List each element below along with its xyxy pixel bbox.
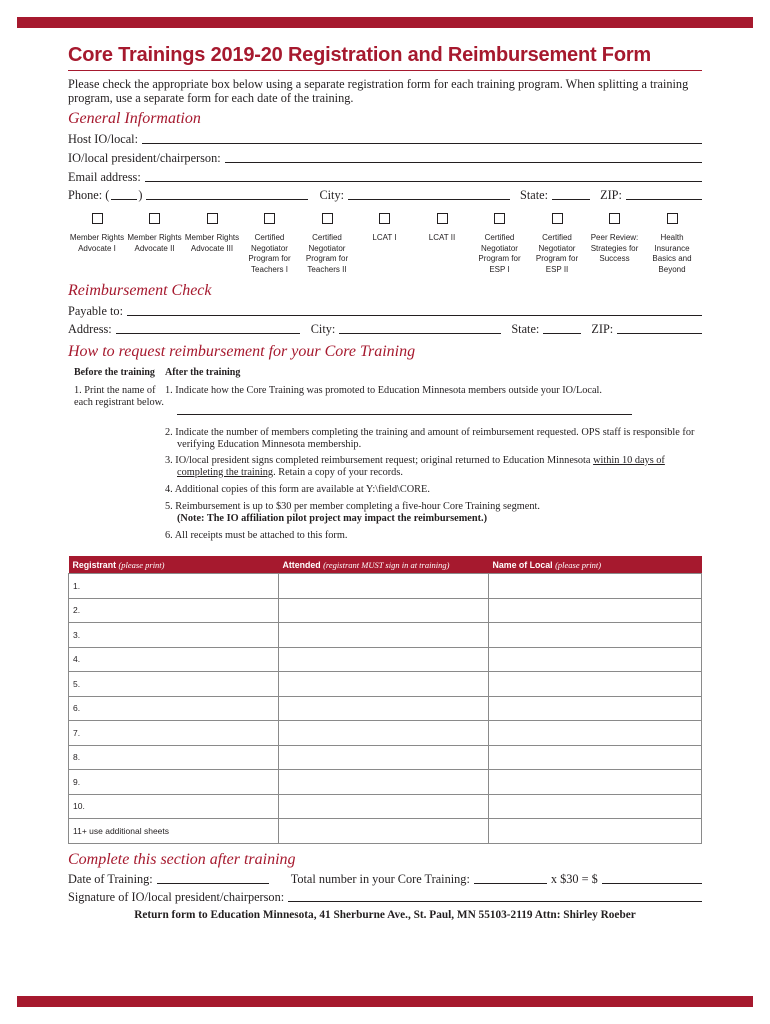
state-line[interactable] <box>552 198 590 200</box>
attended-cell[interactable] <box>279 721 489 746</box>
program-label: Certified Negotiator Program for Teachers I <box>248 233 291 274</box>
table-header <box>69 556 702 574</box>
reimbursement-heading: Reimbursement Check <box>68 282 212 299</box>
city-line[interactable] <box>348 198 510 200</box>
address-label: Address: <box>68 322 112 336</box>
table-row <box>69 745 702 770</box>
total-line[interactable] <box>474 882 547 884</box>
before-training-heading: Before the training <box>74 367 155 378</box>
step-3-deadline-cont: completing the training <box>177 466 274 478</box>
table-row <box>69 794 702 819</box>
registrant-cell[interactable]: 3. <box>69 623 279 648</box>
email-line[interactable] <box>145 180 702 182</box>
table-row <box>69 647 702 672</box>
checkbox[interactable] <box>322 213 333 224</box>
checkbox[interactable] <box>207 213 218 224</box>
step-3-text: 3. IO/local president signs completed reimbursement request; original returned to Education Minnesota <box>165 455 591 466</box>
address-row <box>68 321 702 337</box>
registrant-cell[interactable]: 8. <box>69 745 279 770</box>
local-hint: (please print) <box>555 559 602 570</box>
table-row <box>69 672 702 697</box>
program-option[interactable] <box>356 213 414 244</box>
program-label: Member Rights Advocate I <box>69 233 125 253</box>
host-local-field[interactable] <box>68 131 702 147</box>
attended-cell[interactable] <box>279 696 489 721</box>
table-row <box>69 696 702 721</box>
checkbox[interactable] <box>667 213 678 224</box>
program-option[interactable] <box>241 213 299 275</box>
zip-line[interactable] <box>617 332 702 334</box>
step-5-note: (Note: The IO affiliation pilot project may impact the reimbursement.) <box>177 513 488 524</box>
local-cell[interactable] <box>489 721 702 746</box>
program-option[interactable] <box>528 213 586 275</box>
general-info-heading: General Information <box>68 110 201 127</box>
president-field[interactable] <box>68 150 702 166</box>
local-cell[interactable] <box>489 598 702 623</box>
state-label: State: <box>520 188 549 202</box>
program-option[interactable] <box>183 213 241 254</box>
phone-label: Phone: ( <box>68 188 110 202</box>
checkbox[interactable] <box>379 213 390 224</box>
step-6: 6. All receipts must be attached to this form. <box>165 530 348 541</box>
registrant-column-header <box>69 556 279 574</box>
before-training-item: 1. Print the name of each registrant below. <box>74 385 164 408</box>
registrant-cell[interactable]: 1. <box>69 574 279 599</box>
registrant-hint: (please print) <box>118 559 165 570</box>
step-3-deadline: within 10 days of <box>593 455 665 466</box>
signature-field[interactable] <box>68 889 702 905</box>
local-column-header <box>489 556 702 574</box>
step-2: 2. Indicate the number of members completing the training and amount of reimbursement requested. OPS staff is responsible for verifying Education Minnesota membership. <box>165 427 695 450</box>
total-label: Total number in your Core Training: <box>290 872 470 886</box>
registrant-table <box>68 556 702 844</box>
attended-cell[interactable] <box>279 598 489 623</box>
registrant-cell[interactable]: 4. <box>69 647 279 672</box>
phone-area-line[interactable] <box>111 198 137 200</box>
attended-column-header <box>279 556 489 574</box>
program-label: Member Rights Advocate II <box>127 233 182 253</box>
registrant-cell[interactable]: 9. <box>69 770 279 795</box>
table-row <box>69 721 702 746</box>
attended-header: Attended <box>282 559 321 570</box>
program-label: Peer Review: Strategies for Success <box>590 233 639 263</box>
local-cell[interactable] <box>489 745 702 770</box>
city-label: City: <box>310 322 336 336</box>
checkbox[interactable] <box>92 213 103 224</box>
checkbox[interactable] <box>552 213 563 224</box>
attended-cell[interactable] <box>279 745 489 770</box>
host-local-line[interactable] <box>142 142 702 144</box>
step-3 <box>165 455 705 478</box>
attended-hint: (registrant MUST sign in at training) <box>323 559 450 570</box>
attended-cell[interactable] <box>279 794 489 819</box>
state-label: State: <box>511 322 540 336</box>
checkbox[interactable] <box>264 213 275 224</box>
attended-cell[interactable] <box>279 623 489 648</box>
payable-line[interactable] <box>127 314 702 316</box>
local-cell[interactable] <box>489 794 702 819</box>
step-4: 4. Additional copies of this form are available at Y:\field\CORE. <box>165 484 430 495</box>
step-1: 1. Indicate how the Core Training was promoted to Education Minnesota members outside your IO/Local. <box>165 385 602 396</box>
program-option[interactable] <box>298 213 356 275</box>
local-cell[interactable] <box>489 819 702 844</box>
payable-field[interactable] <box>68 303 702 319</box>
checkbox[interactable] <box>609 213 620 224</box>
local-header: Name of Local <box>492 559 553 570</box>
program-option[interactable] <box>413 213 471 244</box>
promotion-answer-line[interactable] <box>177 414 632 415</box>
program-label: Member Rights Advocate III <box>184 233 240 253</box>
date-line[interactable] <box>157 882 269 884</box>
program-label: Health Insurance Basics and Beyond <box>652 233 692 274</box>
phone-close-paren: ) <box>138 188 143 202</box>
table-row <box>69 598 702 623</box>
amount-line[interactable] <box>602 882 702 884</box>
step-3-tail: . Retain a copy of your records. <box>273 466 403 478</box>
attended-cell[interactable] <box>279 819 489 844</box>
after-training-heading: After the training <box>165 367 241 378</box>
signature-line[interactable] <box>288 900 702 902</box>
local-cell[interactable] <box>489 770 702 795</box>
local-cell[interactable] <box>489 647 702 672</box>
program-option[interactable] <box>471 213 529 275</box>
table-row <box>69 770 702 795</box>
city-line[interactable] <box>339 332 501 334</box>
president-line[interactable] <box>225 161 702 163</box>
program-option[interactable] <box>68 213 126 254</box>
attended-cell[interactable] <box>279 672 489 697</box>
zip-label: ZIP: <box>600 188 622 202</box>
program-option[interactable] <box>586 213 644 265</box>
checkbox[interactable] <box>149 213 160 224</box>
return-address: Return form to Education Minnesota, 41 Sherburne Ave., St. Paul, MN 55103-2119 Attn: Shirley Roeber <box>134 909 636 921</box>
local-cell[interactable] <box>489 696 702 721</box>
local-cell[interactable] <box>489 672 702 697</box>
bottom-accent-bar <box>17 996 753 1007</box>
registrant-header: Registrant <box>72 559 117 570</box>
registrant-cell[interactable]: 10. <box>69 794 279 819</box>
program-option[interactable] <box>126 213 184 254</box>
email-label: Email address: <box>68 170 141 184</box>
how-to-heading: How to request reimbursement for your Core Training <box>68 343 416 360</box>
local-cell[interactable] <box>489 574 702 599</box>
signature-label: Signature of IO/local president/chairperson: <box>68 890 285 904</box>
top-accent-bar <box>17 17 753 28</box>
program-label: Certified Negotiator Program for ESP II <box>535 233 579 274</box>
checkbox[interactable] <box>437 213 448 224</box>
intro-text: Please check the appropriate box below using a separate registration form for each training program. When splitting a training program, use a separate form for each date of the training. <box>68 77 689 105</box>
multiplier-label: x $30 = $ <box>550 872 598 886</box>
date-label: Date of Training: <box>68 872 153 886</box>
program-label: Certified Negotiator Program for ESP I <box>478 233 521 274</box>
phone-city-row <box>68 187 702 203</box>
registrant-cell[interactable]: 11+ use additional sheets <box>69 819 279 844</box>
host-local-label: Host IO/local: <box>68 132 139 146</box>
title-divider <box>68 70 702 71</box>
payable-label: Payable to: <box>68 304 123 318</box>
city-label: City: <box>319 188 345 202</box>
table-row <box>69 819 702 844</box>
attended-cell[interactable] <box>279 574 489 599</box>
program-label: LCAT I <box>372 233 397 242</box>
registrant-cell[interactable]: 6. <box>69 696 279 721</box>
attended-cell[interactable] <box>279 647 489 672</box>
table-row <box>69 574 702 599</box>
table-row <box>69 623 702 648</box>
registrant-cell[interactable]: 7. <box>69 721 279 746</box>
email-field[interactable] <box>68 169 702 185</box>
after-training-heading-section: Complete this section after training <box>68 851 296 868</box>
address-line[interactable] <box>116 332 300 334</box>
president-label: IO/local president/chairperson: <box>68 151 221 165</box>
phone-line[interactable] <box>146 198 308 200</box>
registrant-cell[interactable]: 2. <box>69 598 279 623</box>
attended-cell[interactable] <box>279 770 489 795</box>
checkbox[interactable] <box>494 213 505 224</box>
registrant-cell[interactable]: 5. <box>69 672 279 697</box>
program-label: LCAT II <box>428 233 456 242</box>
program-label: Certified Negotiator Program for Teachers II <box>305 233 349 274</box>
step-5: 5. Reimbursement is up to $30 per member completing a five-hour Core Training segment. <box>165 501 540 512</box>
state-line[interactable] <box>543 332 581 334</box>
local-cell[interactable] <box>489 623 702 648</box>
zip-line[interactable] <box>626 198 702 200</box>
page-title: Core Trainings 2019-20 Registration and Reimbursement Form <box>68 44 651 66</box>
training-date-row <box>68 871 702 887</box>
program-option[interactable] <box>643 213 701 275</box>
zip-label: ZIP: <box>591 322 614 336</box>
